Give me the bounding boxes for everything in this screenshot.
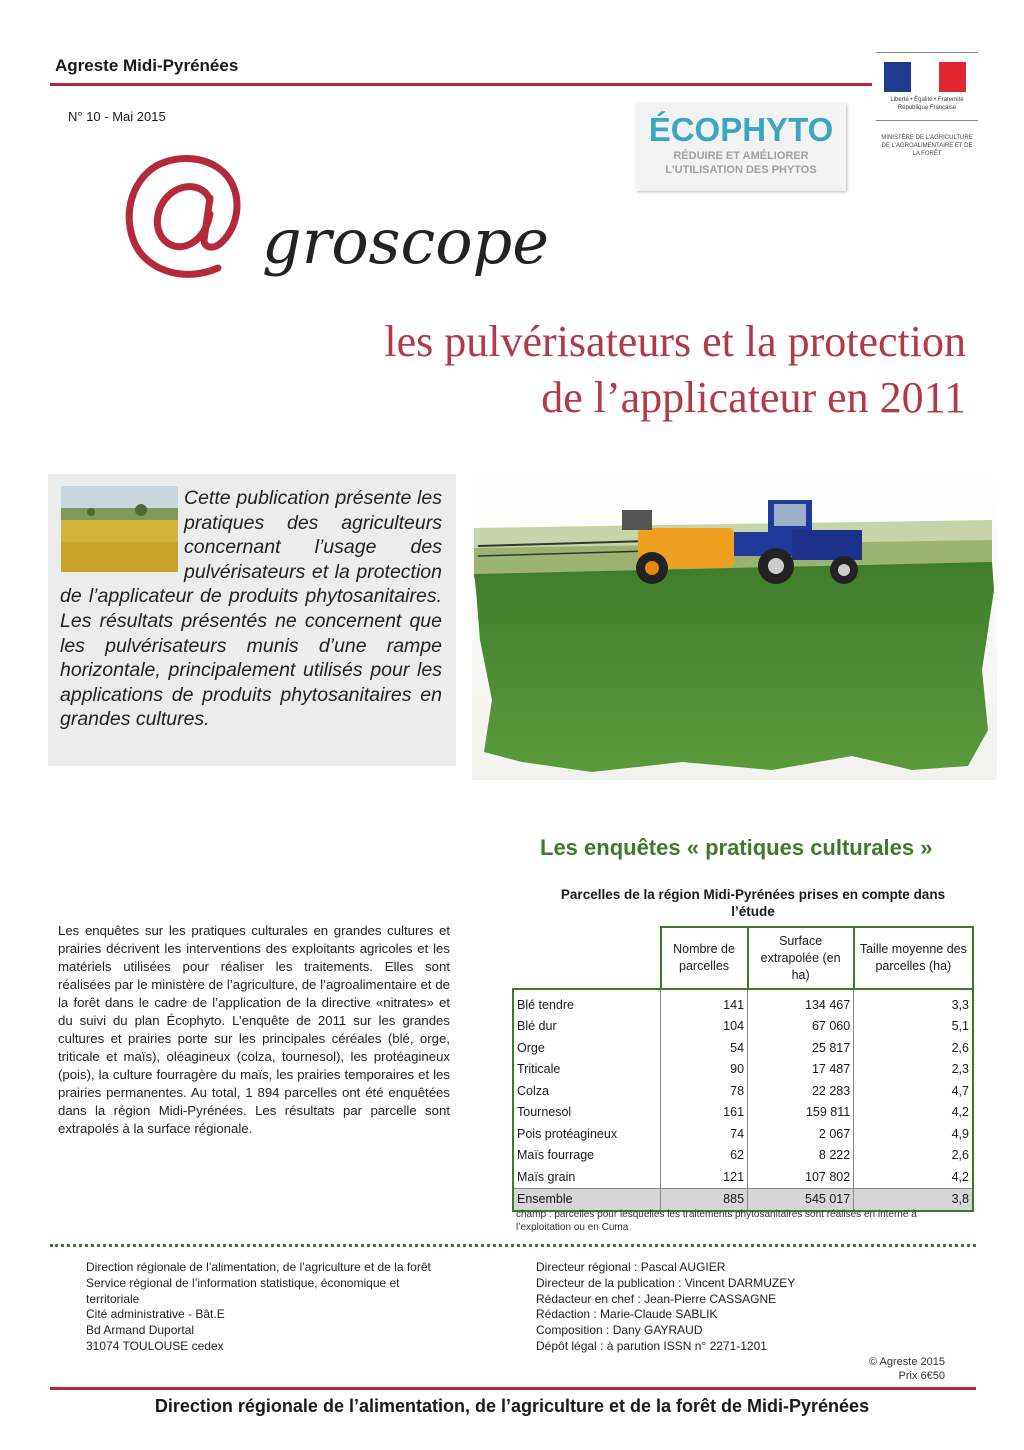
footer-credit-line: Dépôt légal : à parution ISSN n° 2271-1201 [536, 1338, 767, 1353]
groscope-wordmark: groscope [262, 205, 549, 278]
cell-size: 4,7 [854, 1080, 973, 1102]
table-row [513, 1145, 973, 1167]
bottom-title: Direction régionale de l’alimentation, de l’agriculture et de la forêt de Midi-Pyrénées [154, 1396, 870, 1416]
ministry-label: MINISTÈRE DE L'AGRICULTURE DE L'AGROALIMENTAIRE ET DE LA FORÊT [881, 135, 973, 157]
cell-surface: 22 283 [748, 1080, 854, 1102]
cell-count: 104 [661, 1016, 748, 1038]
column-header: Taille moyenne des parcelles (ha) [854, 927, 973, 989]
total-surface: 545 017 [748, 1188, 854, 1211]
footer-address-line: Cité administrative - Bât.E [86, 1307, 225, 1322]
table-note: champ : parcelles pour lesquelles les traitements phytosanitaires sont réalisés en interne à l’exploitation ou en Cuma [516, 1209, 917, 1233]
bottom-divider [50, 1387, 976, 1390]
footer-credit-line: Directeur régional : Pascal AUGIER [536, 1260, 726, 1274]
cell-size: 4,2 [854, 1166, 973, 1188]
cell-surface: 25 817 [748, 1037, 854, 1059]
table-row [513, 1059, 973, 1081]
tractor-spraying-photo [472, 470, 997, 780]
cell-size: 5,1 [854, 1016, 973, 1038]
table-header-row [513, 927, 973, 989]
table-row [513, 1037, 973, 1059]
row-label: Tournesol [513, 1102, 661, 1124]
footer-credit-line: Directeur de la publication : Vincent DARMUZEY [536, 1275, 796, 1290]
footer-address-line: Service régional de l’information statistique, économique et [86, 1275, 400, 1290]
french-flag-icon [884, 62, 966, 92]
cell-count: 141 [661, 989, 748, 1016]
table-caption: Parcelles de la région Midi-Pyrénées prises en compte dans l’étude [560, 887, 946, 919]
intro-text: Cette publication présente les pratiques des agriculteurs concernant l’usage des pulvérisateurs et la protection de l’applicateur de produits phytosanitaires. Les résultats présentés ne concernent que les pulvérisateurs munis d’une rampe horizontale, principalement utilisés pour les applications de produits phytosanitaires en grandes cultures. [60, 487, 442, 731]
cell-surface: 134 467 [748, 989, 854, 1016]
footer-address-line: Bd Armand Duportal [86, 1323, 195, 1338]
table-row [513, 989, 973, 1016]
copyright-text: © Agreste 2015 [869, 1356, 945, 1368]
table-row [513, 1080, 973, 1102]
cell-count: 121 [661, 1166, 748, 1188]
cell-size: 2,3 [854, 1059, 973, 1081]
total-size: 3,8 [854, 1188, 973, 1211]
cell-count: 54 [661, 1037, 748, 1059]
footer-credit-line: Rédaction : Marie-Claude SABLIK [536, 1307, 718, 1322]
cell-surface: 8 222 [748, 1145, 854, 1167]
row-label: Maïs grain [513, 1166, 661, 1188]
cell-surface: 17 487 [748, 1059, 854, 1081]
row-label: Blé dur [513, 1016, 661, 1038]
issue-number: N° 10 - Mai 2015 [68, 109, 166, 124]
footer-address-line: Direction régionale de l’alimentation, de l’agriculture et de la forêt [86, 1260, 431, 1274]
cell-size: 4,2 [854, 1102, 973, 1124]
copyright [869, 1355, 945, 1383]
table-row [513, 1016, 973, 1038]
cell-surface: 159 811 [748, 1102, 854, 1124]
row-label: Colza [513, 1080, 661, 1102]
intro-box [48, 474, 456, 766]
footer-credit-line: Rédacteur en chef : Jean-Pierre CASSAGNE [536, 1291, 777, 1306]
main-title [384, 314, 966, 426]
cell-count: 74 [661, 1123, 748, 1145]
header-divider [50, 83, 872, 86]
ecophyto-tagline-1: RÉDUIRE ET AMÉLIORER [673, 150, 809, 162]
cell-count: 90 [661, 1059, 748, 1081]
column-header: Nombre de parcelles [661, 927, 748, 989]
section-heading: Les enquêtes « pratiques culturales » [540, 835, 933, 860]
cell-surface: 107 802 [748, 1166, 854, 1188]
table-header-blank [513, 927, 661, 989]
price-text: Prix 6€50 [898, 1370, 945, 1382]
cell-surface: 67 060 [748, 1016, 854, 1038]
cell-size: 4,9 [854, 1123, 973, 1145]
total-count: 885 [661, 1188, 748, 1211]
row-label: Blé tendre [513, 989, 661, 1016]
cell-surface: 2 067 [748, 1123, 854, 1145]
cell-size: 2,6 [854, 1037, 973, 1059]
cell-count: 78 [661, 1080, 748, 1102]
footer-divider [50, 1244, 976, 1247]
row-label: Triticale [513, 1059, 661, 1081]
cell-count: 62 [661, 1145, 748, 1167]
body-text: Les enquêtes sur les pratiques culturales en grandes cultures et prairies décrivent les interventions des exploitants agricoles et les matériels utilisées pour réaliser les traitements. Elles sont réalisées par le ministère de l’agriculture, de l’agroalimentaire et de la forêt dans le cadre de l’application de la directive «nitrates» et du suivi du plan Écophyto. L’enquête de 2011 sur les grandes cultures et prairies porte sur les principales céréales (blé, orge, triticale et maïs), oléagineux (colza, tournesol), les protéagineux (pois), la culture fourragère du maïs, les prairies temporaires et les prairies permanentes. Au total, 1 894 parcelles ont été enquêtées dans la région Midi-Pyrénées. Les résultats par parcelle sont extrapolés à la surface régionale. [58, 923, 450, 1136]
table-row [513, 1123, 973, 1145]
ecophyto-logo [636, 103, 846, 191]
footer-credit-line: Composition : Dany GAYRAUD [536, 1323, 703, 1338]
row-label: Pois protéagineux [513, 1123, 661, 1145]
title-line-1: les pulvérisateurs et la protection [384, 317, 966, 366]
row-label: Maïs fourrage [513, 1145, 661, 1167]
footer-credits [536, 1260, 956, 1355]
cell-size: 2,6 [854, 1145, 973, 1167]
cell-size: 3,3 [854, 989, 973, 1016]
total-label: Ensemble [513, 1188, 661, 1211]
footer-address-line: 31074 TOULOUSE cedex [86, 1338, 224, 1353]
title-line-2: de l’applicateur en 2011 [541, 373, 966, 422]
footer-address [86, 1260, 496, 1355]
column-header: Surface extrapolée (en ha) [748, 927, 854, 989]
ecophyto-wordmark: ÉCOPHYTO [648, 111, 834, 148]
ecophyto-tagline-2: L'UTILISATION DES PHYTOS [665, 164, 817, 176]
parcels-table [512, 926, 974, 1212]
cell-count: 161 [661, 1102, 748, 1124]
footer-address-line: territoriale [86, 1291, 140, 1306]
table-row [513, 1166, 973, 1188]
ministry-logo: Liberté • Égalité • Fraternité République Française MINISTÈRE DE L'AGRICULTURE DE L'AGROALIMENTAIRE ET DE LA FORÊT [874, 52, 980, 182]
at-sign-logo-icon [118, 148, 268, 288]
publication-name: Agreste Midi-Pyrénées [55, 56, 239, 75]
table-row [513, 1102, 973, 1124]
row-label: Orge [513, 1037, 661, 1059]
